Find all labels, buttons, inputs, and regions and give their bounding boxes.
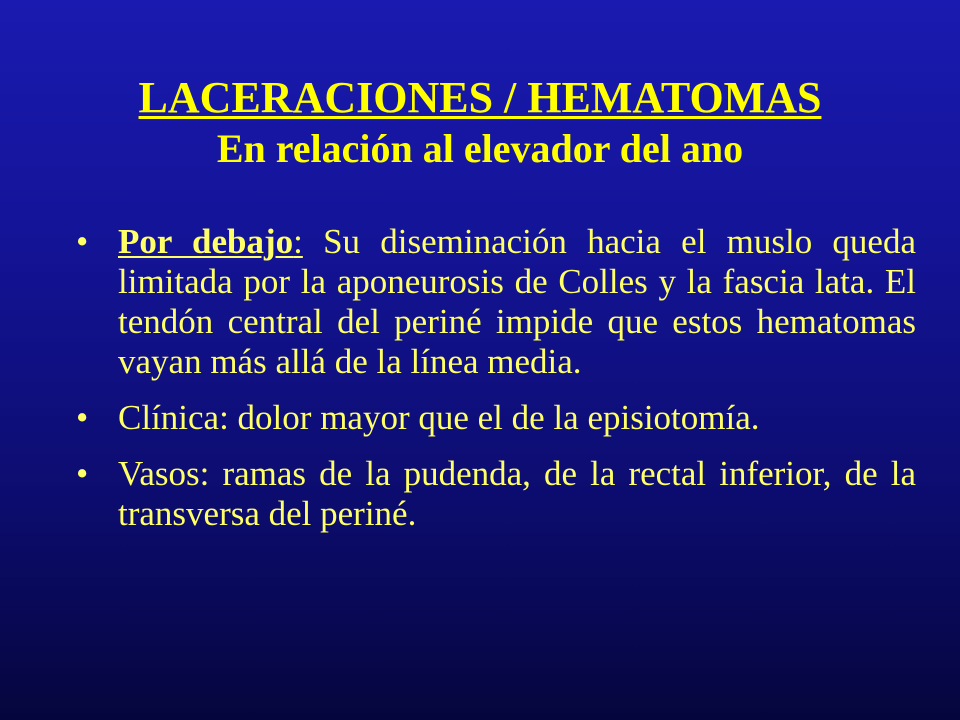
bullet-item-por-debajo — [76, 222, 916, 382]
slide-title: LACERACIONES / HEMATOMAS — [138, 73, 822, 122]
bullet-dot-icon: • — [76, 454, 89, 493]
bullet-dot-icon: • — [76, 398, 89, 437]
bullet-item-vasos — [76, 454, 916, 534]
bullet-lead-colon: : — [293, 222, 303, 261]
bullet-list — [76, 222, 916, 550]
bullet-item-clinica — [76, 398, 916, 438]
bullet-text-vasos: Vasos: ramas de la pudenda, de la rectal inferior, de la transversa del periné. — [118, 454, 916, 533]
bullet-lead-por-debajo: Por debajo — [118, 222, 294, 261]
slide-subtitle: En relación al elevador del ano — [216, 126, 744, 171]
bullet-text-clinica: Clínica: dolor mayor que el de la episiotomía. — [118, 398, 760, 437]
bullet-text-por-debajo: Su diseminación hacia el muslo queda limitada por la aponeurosis de Colles y la fascia lata. El tendón central del periné impide que estos hematomas vayan más allá de la línea media. — [118, 222, 916, 381]
bullet-dot-icon: • — [76, 222, 89, 261]
title-block — [0, 72, 960, 174]
